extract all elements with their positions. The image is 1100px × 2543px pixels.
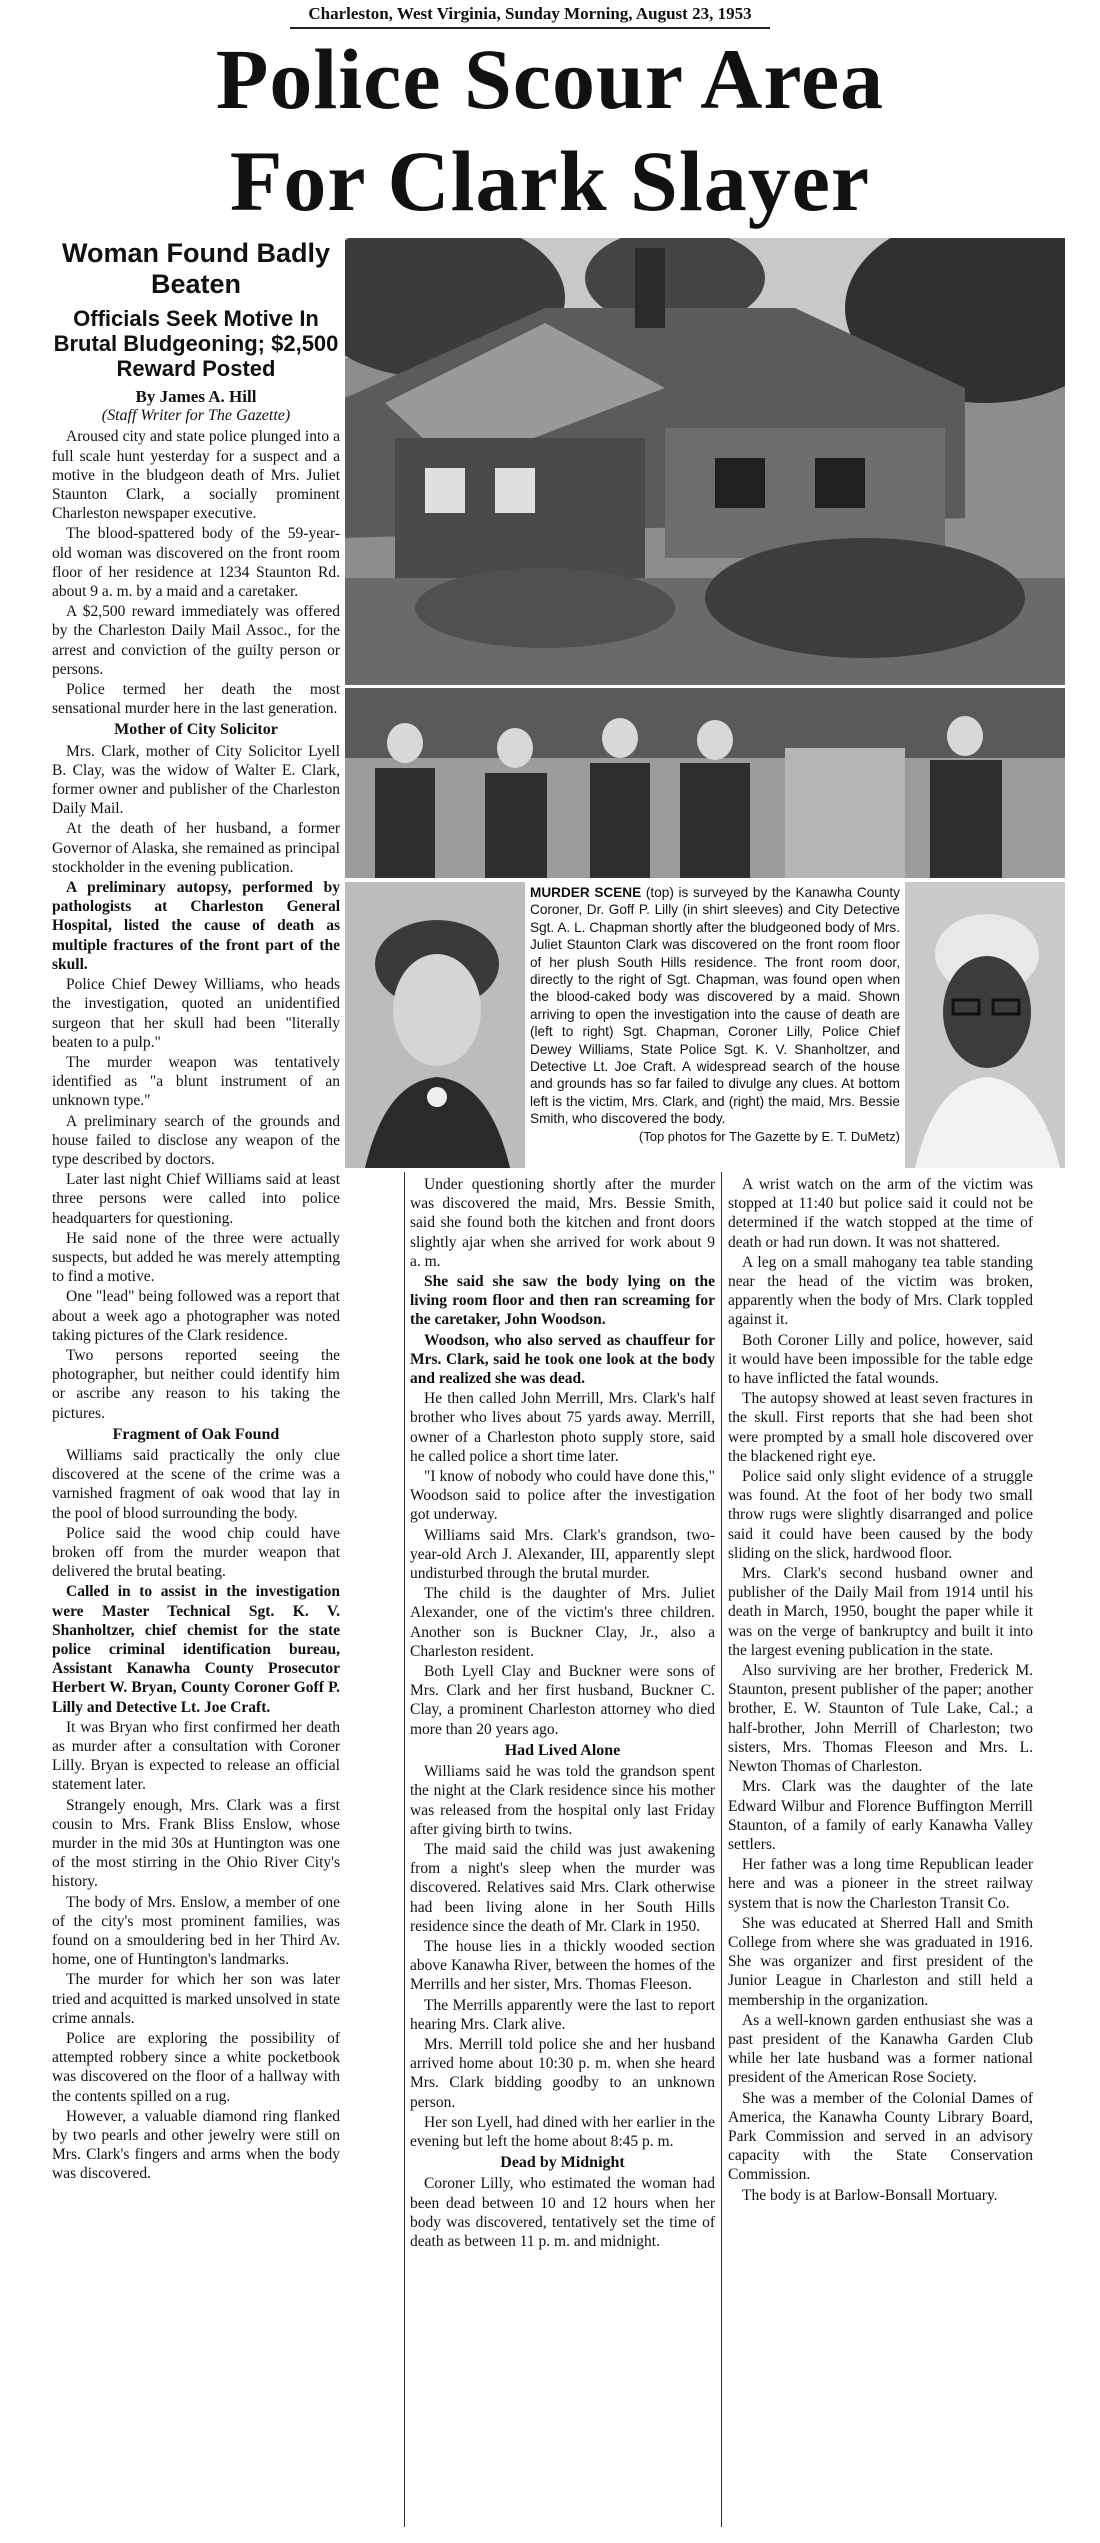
paragraph: Williams said he was told the grandson spent the night at the Clark residence since his mother was released from the hospital only last Friday after giving birth to twins. [410,1763,715,1838]
paragraph: The body is at Barlow-Bonsall Mortuary. [742,2186,998,2204]
paragraph: Her father was a long time Republican leader here and was a pioneer in the street railway system that is now the Charleston Transit Co. [728,1856,1033,1912]
paragraph: Mrs. Clark, mother of City Solicitor Lyell B. Clay, was the widow of Walter E. Clark, former owner and publisher of the Charleston Daily Mail. [52,742,340,818]
paragraph: Under questioning shortly after the murder was discovered the maid, Mrs. Bessie Smith, said she found both the kitchen and front doors slightly ajar when she arrived for work about 9 a. m. [410,1176,715,1270]
maid-portrait-graphic [905,882,1065,1168]
paragraph: The autopsy showed at least seven fractures in the skull. First reports that she had been shot were prompted by a small hole discovered over the blackened right eye. [728,1390,1033,1465]
column-3 [728,1175,1033,2206]
paragraph: Coroner Lilly, who estimated the woman had been dead between 10 and 12 hours when her body was discovered, tentatively set the time of death as between 11 p. m. and midnight. [410,2175,715,2250]
subhead: Mother of City Solicitor [114,721,278,739]
paragraph: As a well-known garden enthusiast she was a past president of the Kanawha Garden Club while her late husband was a former national president of the American Rose Society. [728,2011,1033,2087]
deck-secondary: Officials Seek Motive In Brutal Bludgeoning; $2,500 Reward Posted [53,306,339,381]
paragraph: Mrs. Clark was the daughter of the late Edward Wilbur and Florence Buffington Merrill Staunton, of a family of early Kanawha Valley settlers. [728,1778,1033,1853]
photo-caption [530,884,900,1145]
paragraph: Her son Lyell, had dined with her earlier in the evening but left the home about 8:45 p. m. [410,2113,715,2150]
house-photo [345,238,1065,685]
officials-photo-graphic [345,688,1065,878]
paragraph: Mrs. Clark's second husband owner and publisher of the Daily Mail from 1914 until his death in March, 1950, bought the paper while it was on the verge of bankruptcy and built it into the largest evening publication in the state. [728,1565,1033,1659]
subhead: Dead by Midnight [500,2154,625,2172]
paragraph: At the death of her husband, a former Governor of Alaska, she remained as principal stockholder in the evening publication. [52,820,340,876]
victim-portrait [345,882,525,1168]
paragraph: Mrs. Merrill told police she and her husband arrived home about 10:30 p. m. when she heard Mrs. Clark bidding goodby to an unknown person. [410,2035,715,2111]
bold-paragraph: She said she saw the body lying on the living room floor and then ran screaming for the caretaker, John Woodson. [410,1273,715,1329]
dateline: Charleston, West Virginia, Sunday Morning, August 23, 1953 [290,4,770,29]
paragraph: "I know of nobody who could have done this," Woodson said to police after the investigation got underway. [410,1468,715,1524]
paragraph: Two persons reported seeing the photographer, but neither could identify him or ascribe any reason to his taking the pictures. [52,1346,340,1422]
paragraph: Both Lyell Clay and Buckner were sons of Mrs. Clark and her first husband, Buckner C. Clay, a prominent Charleston attorney who died more than 20 years ago. [410,1663,715,1738]
column-rule-1 [404,1172,405,2527]
paragraph: The blood-spattered body of the 59-year-old woman was discovered on the front room floor of her residence at 1234 Staunton Rd. about 9 a. m. by a maid and a caretaker. [52,525,340,601]
column-1 [52,238,340,2185]
paragraph: Police said the wood chip could have broken off from the murder weapon that delivered the brutal beating. [52,1524,340,1581]
paragraph: A leg on a small mahogany tea table standing near the head of the victim was broken, apparently when the body of Mrs. Clark toppled against it. [728,1253,1033,1329]
house-photo-graphic [345,238,1065,685]
bold-paragraph: Woodson, who also served as chauffeur for Mrs. Clark, said he took one look at the body and realized she was dead. [410,1331,715,1388]
subhead: Had Lived Alone [504,1741,621,1759]
caption-lead: MURDER SCENE [530,885,642,900]
paragraph: Williams said Mrs. Clark's grandson, two-year-old Arch J. Alexander, III, apparently slept undisturbed through the brutal murder. [410,1526,715,1583]
headline-line-1: Police Scour Area [215,31,885,127]
paragraph: A preliminary search of the grounds and house failed to disclose any weapon of the type described by doctors. [52,1112,340,1168]
paragraph: Also surviving are her brother, Frederick M. Staunton, present publisher of the paper; another brother, E. W. Staunton of Tule Lake, Cal.; a half-brother, John Merrill of Charleston; two sisters, Mrs. Thomas Fleeson and Mrs. L. Newton Thomas of Charleston. [728,1662,1033,1776]
paragraph: Both Coroner Lilly and police, however, said it would have been impossible for the table edge to have inflicted the fatal wounds. [728,1331,1033,1388]
paragraph: Aroused city and state police plunged into a full scale hunt yesterday for a suspect and a motive in the bludgeon death of Mrs. Juliet Staunton Clark, a socially prominent Charleston newspaper executive. [52,428,340,523]
paragraph: The murder for which her son was later tried and acquitted is marked unsolved in state crime annals. [52,1971,340,2027]
byline-credit: (Staff Writer for The Gazette) [101,407,291,425]
paragraph: However, a valuable diamond ring flanked by two pearls and other jewelry were still on Mrs. Clark's fingers and arms when the body was discovered. [52,2107,340,2183]
column-2-body [410,1175,715,2251]
paragraph: The Merrills apparently were the last to report hearing Mrs. Clark alive. [410,1996,715,2033]
paragraph: A wrist watch on the arm of the victim was stopped at 11:40 but police said it could not be determined if the watch stopped at the time of death or had run down. It was not shattered. [728,1176,1033,1251]
paragraph: Police said only slight evidence of a struggle was found. At the foot of her body two small throw rugs were slightly disarranged and police said it could have been caused by the body sliding on the slick, hardwood floor. [728,1468,1033,1562]
bold-paragraph: Called in to assist in the investigation were Master Technical Sgt. K. V. Shanholtzer, chief chemist for the state police criminal identification bureau, Assistant Kanawha County Prosecutor Herbert W. Bryan, County Coroner Goff P. Lilly and Detective Lt. Joe Craft. [52,1583,340,1716]
bold-paragraph: A preliminary autopsy, performed by pathologists at Charleston General Hospital, listed the cause of death as multiple fractures of the front part of the skull. [52,879,340,973]
paragraph: A $2,500 reward immediately was offered by the Charleston Daily Mail Assoc., for the arrest and conviction of the guilty person or persons. [52,603,340,678]
byline: By James A. Hill [135,387,257,406]
paragraph: She was educated at Sherred Hall and Smith College from where she was graduated in 1916. She was organizer and first president of the Junior League in Charleston and still held a membership in the organization. [728,1914,1033,2009]
paragraph: Police Chief Dewey Williams, who heads the investigation, quoted an unidentified surgeon that her skull had been "literally beaten to a pulp." [52,976,340,1051]
paragraph: One "lead" being followed was a report that about a week ago a photographer was noted taking pictures of the Clark residence. [52,1288,340,1344]
paragraph: Williams said practically the only clue discovered at the scene of the crime was a varnished fragment of oak wood that lay in the pool of blood surrounding the body. [52,1446,340,1522]
paragraph: The house lies in a thickly wooded section above Kanawha River, between the homes of the Merrills and her sister, Mrs. Thomas Fleeson. [410,1937,715,1994]
caption-credit: (Top photos for The Gazette by E. T. DuMetz) [638,1128,900,1144]
paragraph: Strangely enough, Mrs. Clark was a first cousin to Mrs. Frank Bliss Enslow, whose murder in the mid 30s at Huntington was one of the most stirring in the Ohio River City's history. [52,1796,340,1891]
paragraph: The maid said the child was just awakening from a night's sleep when the murder was discovered. Relatives said Mrs. Clark otherwise had been living alone in her South Hills residence since the death of Mr. Clark in 1950. [410,1840,715,1935]
paragraph: Later last night Chief Williams said at least three persons were called into police headquarters for questioning. [52,1171,340,1227]
deck-primary: Woman Found Badly Beaten [62,238,330,299]
column-1-body [52,427,340,2183]
paragraph: The child is the daughter of Mrs. Juliet Alexander, one of the victim's three children. Another son is Buckner Clay, Jr., also a Charleston resident. [410,1585,715,1660]
paragraph: Police are exploring the possibility of attempted robbery since a white pocketbook was discovered on the floor of a hallway with the contents spilled on a rug. [52,2030,340,2105]
paragraph: She was a member of the Colonial Dames of America, the Kanawha County Library Board, Park Commission and served in an advisory capacity with the State Conservation Commission. [728,2089,1033,2184]
subhead: Fragment of Oak Found [112,1425,280,1443]
paragraph: The murder weapon was tentatively identified as "a blunt instrument of an unknown type." [52,1053,340,1110]
paragraph: The body of Mrs. Enslow, a member of one of the city's most prominent families, was found on a smouldering bed in her Third Av. home, one of Huntington's landmarks. [52,1893,340,1969]
victim-portrait-graphic [345,882,525,1168]
paragraph: It was Bryan who first confirmed her death as murder after a consultation with Coroner Lilly. Bryan is expected to release an official statement later. [52,1718,340,1794]
paragraph: He then called John Merrill, Mrs. Clark's half brother who lives about 75 yards away. Merrill, owner of a Charleston photo supply store, said he called police a short time later. [410,1390,715,1465]
column-rule-2 [721,1172,722,2527]
paragraph: Police termed her death the most sensational murder here in the last generation. [52,681,340,718]
headline-line-2: For Clark Slayer [229,133,871,229]
column-3-body [728,1175,1033,2205]
caption-body: (top) is surveyed by the Kanawha County Coroner, Dr. Goff P. Lilly (in shirt sleeves) and City Detective Sgt. A. L. Chapman shortly after the bludgeoned body of Mrs. Juliet Staunton Clark was discovered on the front room floor of her plush South Hills residence. The front room door, directly to the right of Sgt. Chapman, was found open when the blood-caked body was discovered by a maid. Shown arriving to open the investigation into the cause of death are (left to right) Sgt. Chapman, Coroner Lilly, Police Chief Dewey Williams, State Police Sgt. K. V. Shanholtzer, and Detective Lt. Joe Craft. A widespread search of the house and grounds has so far failed to divulge any clues. At bottom left is the victim, Mrs. Clark, and (right) the maid, Mrs. Bessie Smith, who discovered the body. [530,885,900,1127]
maid-portrait [905,882,1065,1168]
paragraph: He said none of the three were actually suspects, but added he was merely attempting to find a motive. [52,1229,340,1286]
officials-photo [345,688,1065,878]
column-2 [410,1175,715,2252]
